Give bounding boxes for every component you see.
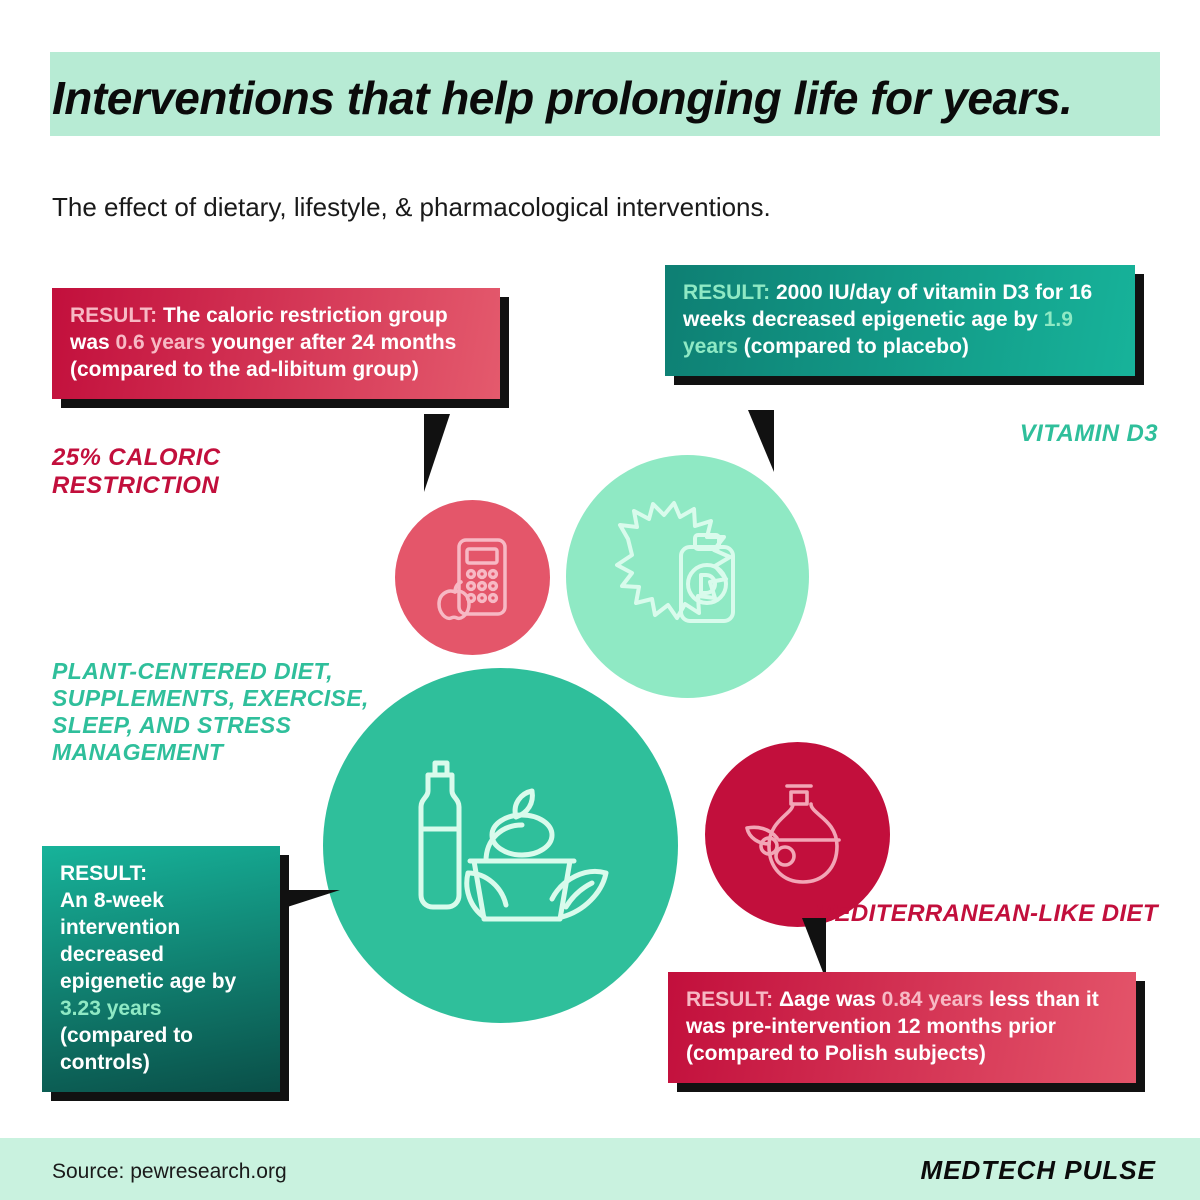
olive-oil-bottle-icon [733,770,863,900]
vitamind3-result-lead: RESULT: [683,281,771,304]
caloric-result-value: 0.6 years [115,331,206,354]
source-text: Source: pewresearch.org [52,1160,287,1183]
plant-result-text-1: An 8-week intervention decreased epigenetic age by [60,889,237,993]
vegetable-basket-icon [366,711,636,981]
mediterranean-result-text-2: less than it was pre-intervention 12 months prior (compared to Polish subjects) [686,988,1099,1065]
vitamind3-result-text-2: (compared to placebo) [737,335,969,358]
caloric-restriction-circle [395,500,550,655]
mediterranean-result-lead: RESULT: [686,988,774,1011]
vitamind3-result-callout [665,265,1135,376]
vitamind3-callout-pointer [738,410,774,472]
label-mediterranean-diet: MEDITERRANEAN-LIKE DIET [814,900,1158,927]
mediterranean-result-callout [668,972,1136,1083]
caloric-callout-pointer [424,414,468,492]
caloric-result-text-1: The caloric restriction group was [70,304,448,354]
plant-result-lead: RESULT: [60,862,148,885]
label-plant-centered-diet: PLANT-CENTERED DIET, SUPPLEMENTS, EXERCISE, SLEEP, AND STRESS MANAGEMENT [52,658,369,766]
plant-result-callout [42,846,280,1092]
caloric-result-callout [52,288,500,399]
label-vitamin-d3: VITAMIN D3 [1019,420,1158,447]
vitamind3-result-text-1: 2000 IU/day of vitamin D3 for 16 weeks decreased epigenetic age by [683,281,1093,331]
mediterranean-result-text-1: Δage was [778,988,882,1011]
mediterranean-callout-pointer [790,918,826,980]
page-subtitle: The effect of dietary, lifestyle, & pharmacological interventions. [52,192,771,222]
plant-result-value: 3.23 years [60,997,162,1020]
plant-result-text-2: (compared to controls) [60,1024,194,1074]
page-title: Interventions that help prolonging life for years. [52,71,1073,124]
vitamin-d3-circle [566,455,809,698]
calculator-apple-icon [421,526,525,630]
brand-logo: MEDTECH PULSE [920,1155,1156,1185]
label-caloric-restriction: 25% CALORIC RESTRICTION [52,444,221,500]
caloric-result-lead: RESULT: [70,304,158,327]
mediterranean-result-value: 0.84 years [881,988,984,1011]
caloric-result-text-2: younger after 24 months (compared to the ad-libitum group) [70,331,457,381]
vitamind3-result-value: 1.9 years [683,308,1073,358]
sun-vitamin-bottle-icon [598,487,778,667]
